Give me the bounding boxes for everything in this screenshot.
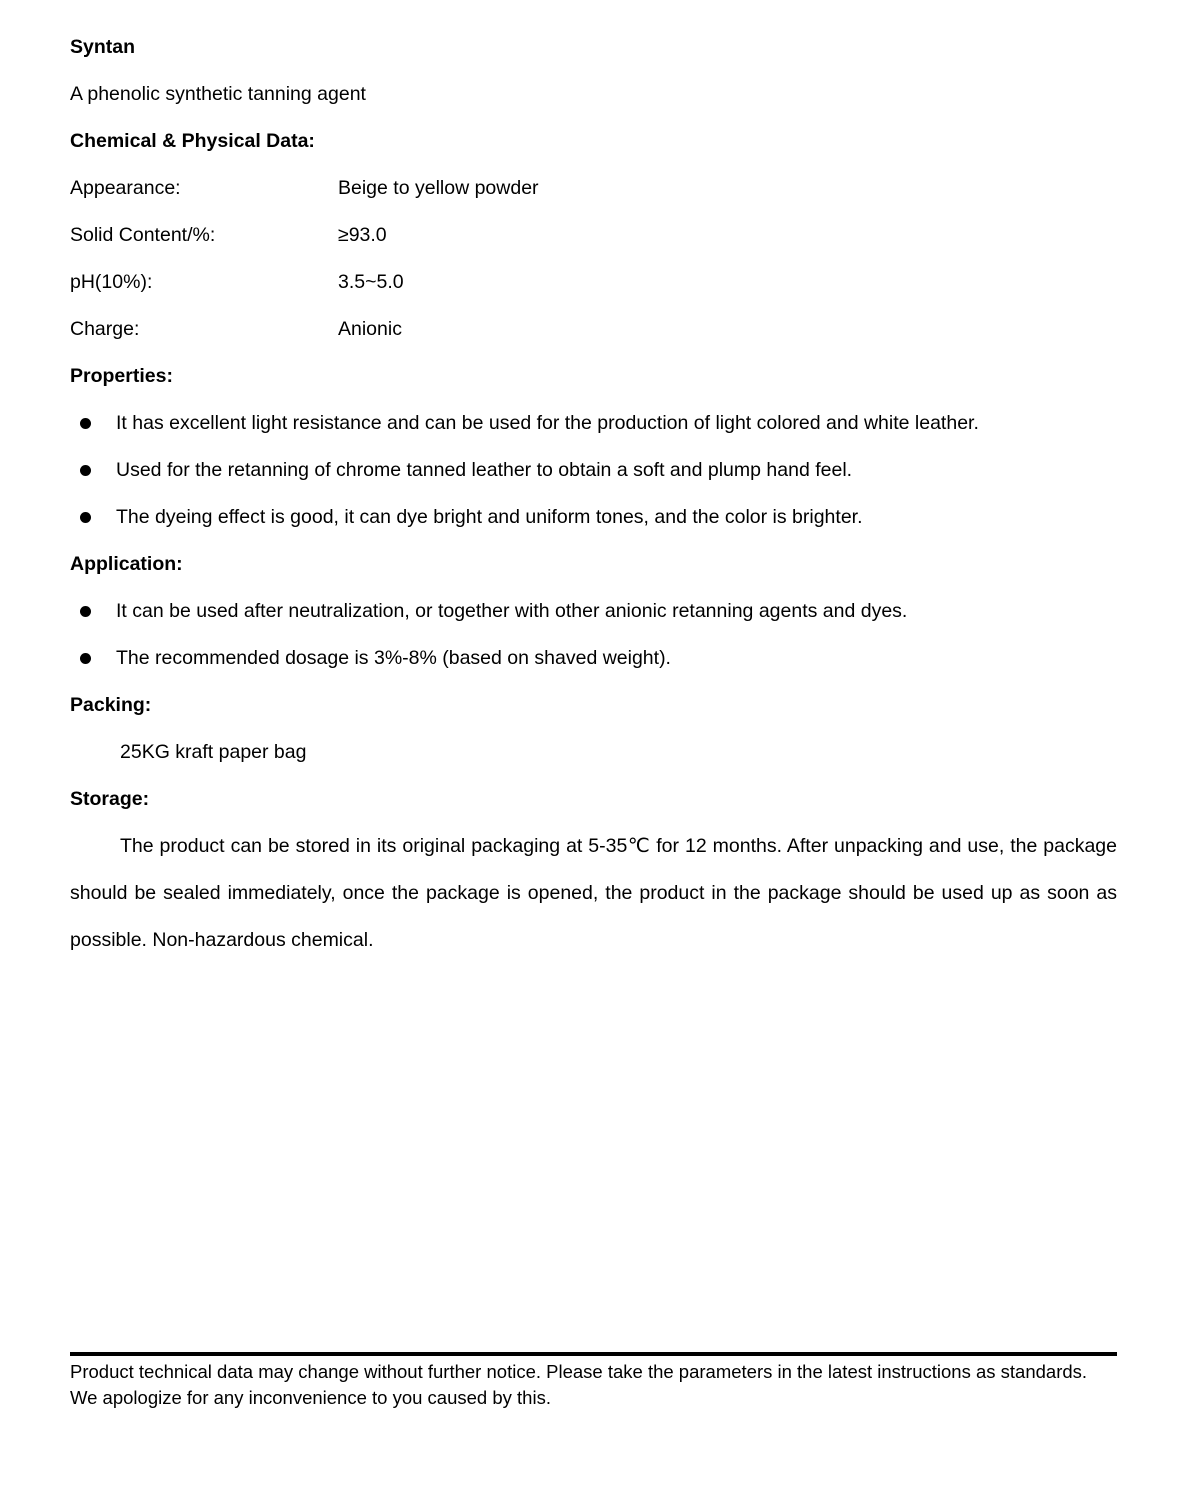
section-heading-packing: Packing:	[70, 694, 152, 716]
section-heading-properties: Properties:	[70, 365, 173, 387]
application-bullet-item	[70, 635, 1117, 682]
properties-bullet-item	[70, 400, 1117, 447]
storage-text: The product can be stored in its original packaging at 5-35℃ for 12 months. After unpacking and use, the package should be sealed immediately, once the package is opened, the product in the package should be used up as soon as possible. Non-hazardous chemical.	[70, 835, 1117, 951]
data-row-label: pH(10%):	[70, 271, 153, 293]
data-row-value: Anionic	[338, 318, 402, 340]
data-row-solid-content	[70, 212, 1117, 259]
data-row-label: Appearance:	[70, 177, 181, 199]
bullet-icon	[80, 606, 91, 617]
section-heading-application: Application:	[70, 553, 183, 575]
data-row-value: Beige to yellow powder	[338, 177, 539, 199]
section-heading-storage: Storage:	[70, 788, 150, 810]
product-title: Syntan	[70, 36, 136, 58]
data-row-label: Solid Content/%:	[70, 224, 216, 246]
bullet-text: The recommended dosage is 3%-8% (based on shaved weight).	[116, 647, 671, 669]
data-row-ph	[70, 259, 1117, 306]
bullet-text: It can be used after neutralization, or together with other anionic retanning agents and dyes.	[116, 600, 908, 622]
bullet-icon	[80, 465, 91, 476]
footer-disclaimer-text: Product technical data may change without further notice. Please take the parameters in the latest instructions as standards. We apologize for any inconvenience to you caused by this.	[70, 1361, 1088, 1408]
data-row-value: ≥93.0	[338, 224, 387, 246]
data-row-charge	[70, 306, 1117, 353]
bullet-text: The dyeing effect is good, it can dye bright and uniform tones, and the color is brighter.	[116, 506, 863, 528]
bullet-text: It has excellent light resistance and can be used for the production of light colored and white leather.	[116, 412, 979, 434]
bullet-text: Used for the retanning of chrome tanned leather to obtain a soft and plump hand feel.	[116, 459, 853, 481]
product-subtitle: A phenolic synthetic tanning agent	[70, 83, 366, 105]
data-row-value: 3.5~5.0	[338, 271, 404, 293]
bullet-icon	[80, 512, 91, 523]
properties-bullet-item	[70, 494, 1117, 541]
bullet-icon	[80, 418, 91, 429]
footer-disclaimer	[70, 1352, 1117, 1411]
packing-text: 25KG kraft paper bag	[120, 741, 307, 763]
data-row-label: Charge:	[70, 318, 140, 340]
application-bullet-item	[70, 588, 1117, 635]
bullet-icon	[80, 653, 91, 664]
properties-bullet-item	[70, 447, 1117, 494]
section-heading-chemical-physical-data: Chemical & Physical Data:	[70, 130, 315, 152]
document-content	[70, 24, 1117, 964]
data-row-appearance	[70, 165, 1117, 212]
